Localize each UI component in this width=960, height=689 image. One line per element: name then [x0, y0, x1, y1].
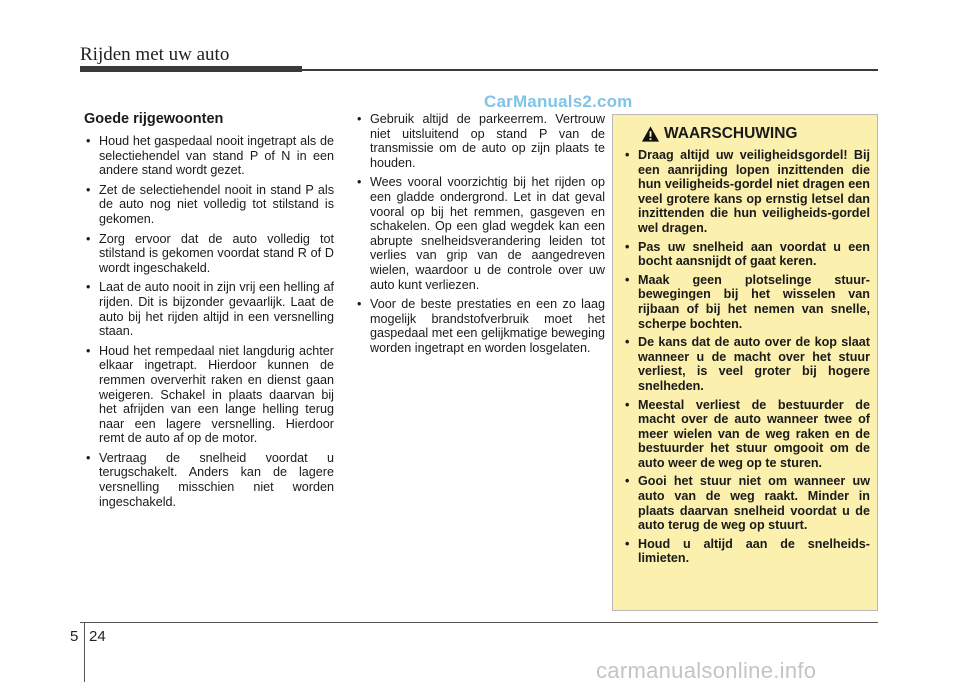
watermark-carmanualsonline: carmanualsonline.info	[596, 658, 817, 683]
warning-item: • De kans dat de auto over de kop slaat wanneer u de macht over het stuur verliest, is veel groter bij hogere snelheden.	[623, 335, 870, 393]
list-item: • Voor de beste prestaties en een zo laag mogelijk brandstofverbruik moet het gaspedaal met een gelijkmatige beweging worden ingetrapt en worden losgelaten.	[355, 297, 605, 355]
list-item: • Gebruik altijd de parkeerrem. Vertrouw niet uitsluitend op stand P van de transmissie om de auto op zijn plaats te houden.	[355, 112, 605, 170]
warning-box	[612, 114, 878, 611]
watermark-carmanuals2: CarManuals2.com	[484, 92, 633, 111]
warning-item: • Meestal verliest de bestuurder de macht over de auto wanneer twee of meer wielen van de weg raken en de bestuurder het stuur omgooit om de auto weer de weg op te sturen.	[623, 398, 870, 471]
warning-item: • Maak geen plotselinge stuur-bewegingen bij het wisselen van rijbaan of bij het nemen van snelle, scherpe bochten.	[623, 273, 870, 331]
list-item: • Zet de selectiehendel nooit in stand P als de auto nog niet volledig tot stilstand is gekomen.	[84, 183, 334, 227]
warning-triangle-icon	[641, 125, 660, 143]
warning-list	[623, 148, 870, 566]
footer-rule	[80, 622, 878, 623]
warning-header	[641, 125, 797, 143]
header-rule-thick	[80, 66, 302, 72]
header-rule-thin	[302, 69, 878, 71]
page-number: 24	[89, 628, 106, 645]
text-column-left	[84, 110, 334, 514]
warning-item: • Houd u altijd aan de snelheids-limieten.	[623, 537, 870, 566]
chapter-number: 5	[70, 628, 79, 645]
page-header-title: Rijden met uw auto	[80, 44, 230, 65]
list-item: • Houd het gaspedaal nooit ingetrapt als de selectiehendel van stand P of N in een andere stand wordt gezet.	[84, 134, 334, 178]
list-item: • Houd het rempedaal niet langdurig achter elkaar ingetrapt. Hierdoor kunnen de remmen oververhit raken en dienst gaan weigeren. Schakel in plaats daarvan bij het afrijden van een lange helling terug naar een lagere versnelling. Hierdoor remt de auto af op de motor.	[84, 344, 334, 446]
driving-habits-list-right	[355, 112, 605, 356]
section-heading: Goede rijgewoonten	[84, 111, 224, 127]
list-item: • Wees vooral voorzichtig bij het rijden op een gladde ondergrond. Let in dat geval vooral op bij het remmen, gasgeven en schakelen. Op een glad wegdek kan een abrupte snelheidsverandering leiden tot verlies van grip van de aangedreven wielen, waardoor u de controle over uw auto kunt verliezen.	[355, 175, 605, 292]
warning-item: • Draag altijd uw veiligheidsgordel! Bij een aanrijding lopen inzittenden die hun veiligheids-gordel niet dragen een veel grotere kans op ernstig letsel dan inzittenden die hun veiligheids-gordel wel dragen.	[623, 148, 870, 236]
text-column-middle	[355, 112, 605, 361]
list-item: • Laat de auto nooit in zijn vrij een helling af rijden. Dit is bijzonder gevaarlijk. Laat de auto bij het rijden altijd in een versnelling staan.	[84, 280, 334, 338]
warning-item: • Pas uw snelheid aan voordat u een bocht aansnijdt of gaat keren.	[623, 240, 870, 269]
warning-item: • Gooi het stuur niet om wanneer uw auto van de weg raakt. Minder in plaats daarvan snelheid voordat u de auto terug de weg op stuurt.	[623, 474, 870, 532]
list-item: • Vertraag de snelheid voordat u terugschakelt. Anders kan de lagere versnelling misschien niet worden ingeschakeld.	[84, 451, 334, 509]
list-item: • Zorg ervoor dat de auto volledig tot stilstand is gekomen voordat stand R of D wordt ingeschakeld.	[84, 232, 334, 276]
warning-title: WAARSCHUWING	[664, 125, 798, 142]
warning-content	[623, 148, 870, 570]
driving-habits-list-left	[84, 134, 334, 509]
footer-tick	[84, 622, 85, 682]
